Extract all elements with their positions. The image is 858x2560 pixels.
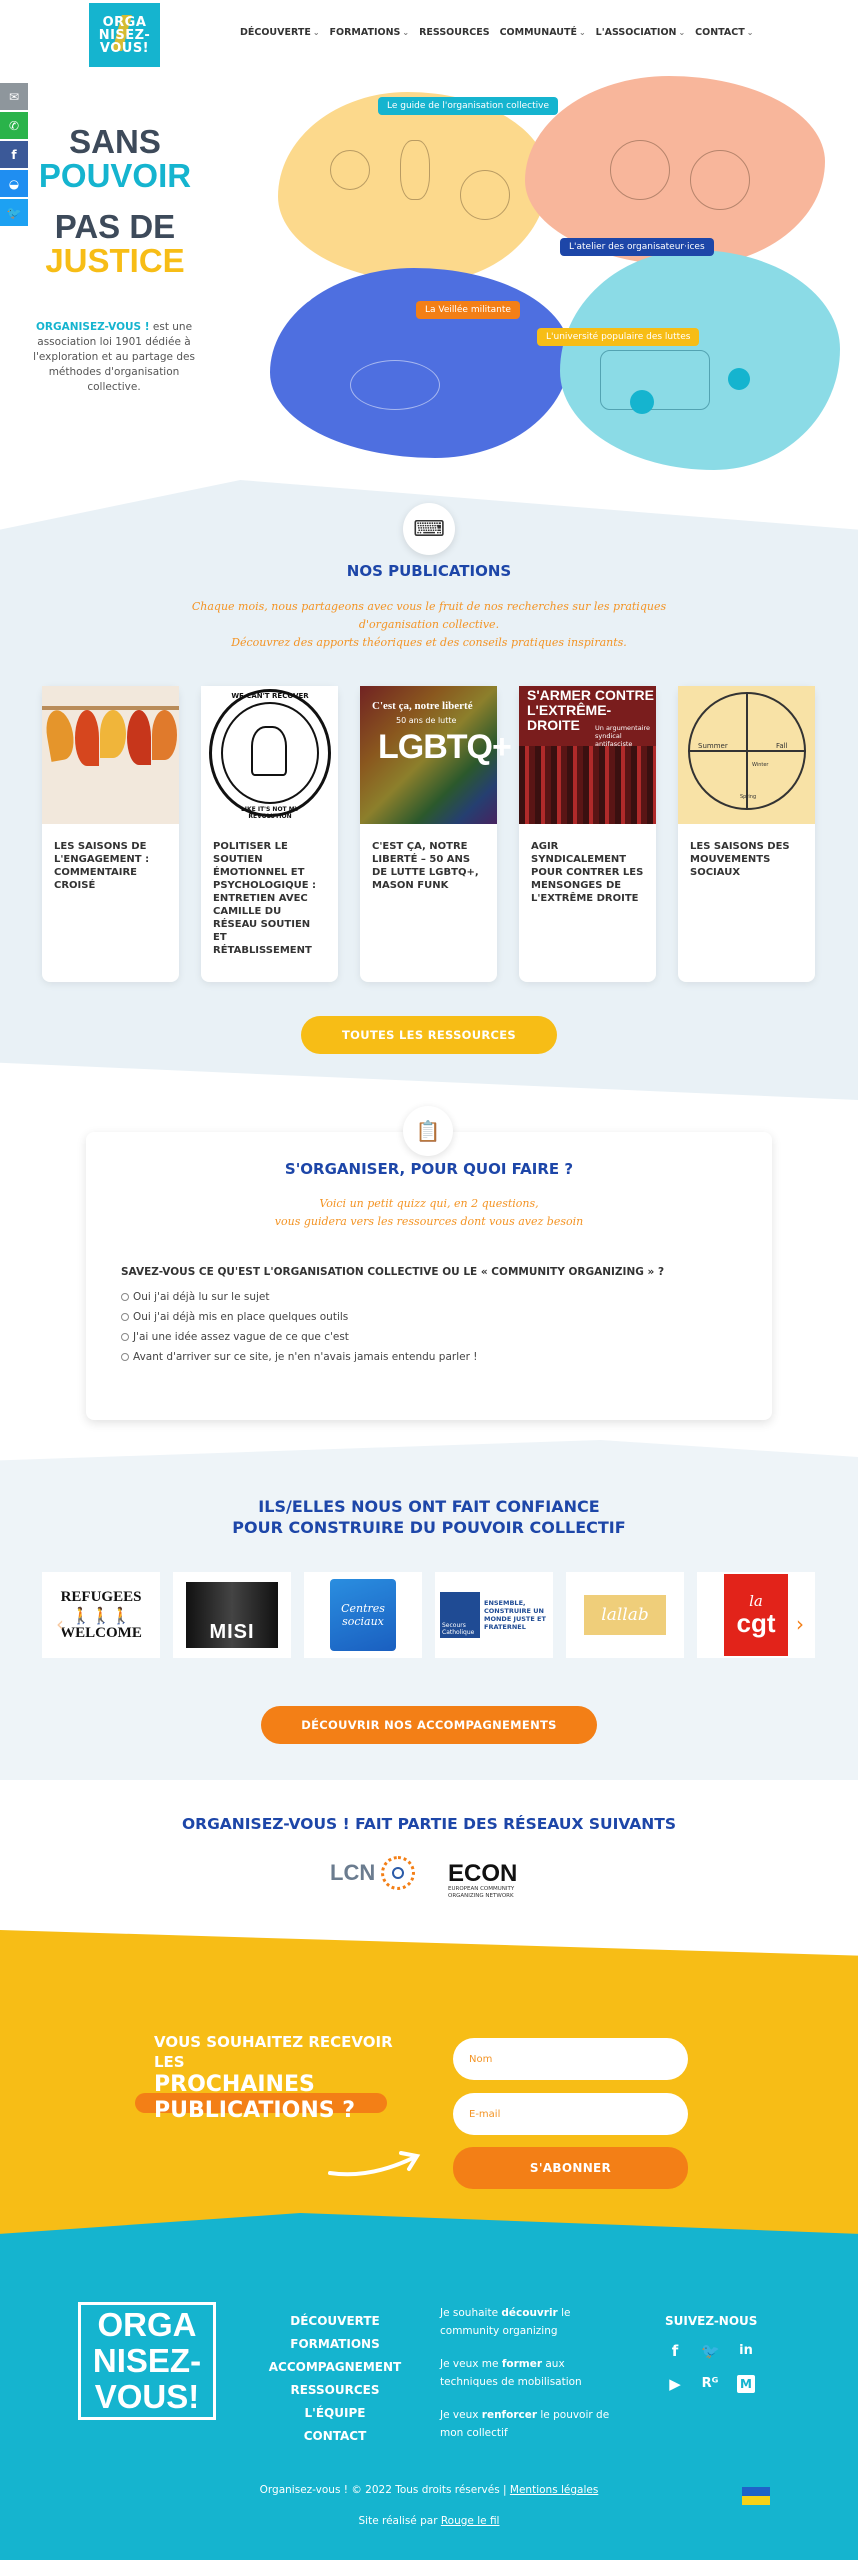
extreme-subtitle: Un argumentaire syndical antifasciste [595, 724, 651, 748]
newsletter-line4: PUBLICATIONS ? [154, 2098, 355, 2123]
publications-intro-line2: Découvrez des apports théoriques et des conseils pratiques inspirants. [231, 636, 627, 649]
logo-line: VOUS! [99, 40, 150, 56]
book-title-text: C'est ça, notre liberté [372, 700, 473, 712]
footer-logo-line: ORGA [97, 2306, 197, 2343]
illustration-figure [330, 150, 370, 190]
nav-label: RESSOURCES [419, 27, 490, 38]
partner-text: la [749, 1591, 763, 1610]
publication-card[interactable] [360, 686, 511, 982]
facebook-share-icon[interactable]: f [0, 141, 28, 168]
newsletter-line3: PROCHAINES [154, 2072, 315, 2097]
season-winter: Winter [752, 762, 769, 768]
email-share-icon[interactable]: ✉ [0, 83, 28, 110]
nav-item-ressources[interactable] [419, 27, 489, 38]
card-image-book [360, 686, 511, 824]
quiz-option-label: Oui j'ai déjà lu sur le sujet [133, 1291, 270, 1303]
typewriter-icon: ⌨ [403, 503, 455, 555]
hero-pill-veillee[interactable]: La Veillée militante [416, 301, 520, 319]
newsletter-email-input[interactable]: E-mail [453, 2093, 688, 2135]
logo-line: ORGA [102, 14, 147, 30]
networks-title: ORGANISEZ-VOUS ! FAIT PARTIE DES RÉSEAUX SUIVANTS [181, 1815, 677, 1833]
footer-link-accompagnement[interactable]: ACCOMPAGNEMENT [268, 2360, 402, 2374]
partner-text: WELCOME [60, 1624, 142, 1641]
linkedin-icon[interactable]: in [739, 2343, 753, 2358]
carousel-next-arrow-icon[interactable]: › [796, 1612, 804, 1636]
nav-item-decouverte[interactable] [240, 27, 320, 38]
quiz-option-label: J'ai une idée assez vague de ce que c'est [133, 1331, 349, 1343]
nav-label: CONTACT [695, 27, 745, 38]
quiz-option[interactable] [121, 1291, 270, 1303]
footer-logo-line: VOUS! [94, 2378, 200, 2415]
quiz-intro-line2: vous guidera vers les ressources dont vous avez besoin [274, 1215, 584, 1228]
hero-desc-text: est une association loi 1901 dédiée à l'exploration et au partage des méthodes d'organisation collective. [33, 321, 195, 393]
hero-pill-universite[interactable]: L'université populaire des luttes [537, 328, 699, 346]
partner-logo-lallab[interactable] [566, 1572, 684, 1658]
footer-text-part: Je souhaite [440, 2307, 502, 2319]
book-subtitle-text: 50 ans de lutte [396, 716, 457, 725]
hero-pill-guide[interactable]: Le guide de l'organisation collective [378, 97, 558, 115]
newsletter-line1: VOUS SOUHAITEZ RECEVOIR [154, 2033, 393, 2051]
footer-text-bold: découvrir [501, 2307, 558, 2319]
campfire-illustration [350, 360, 440, 410]
publications-intro [0, 598, 858, 652]
footer-text-bold: former [501, 2358, 543, 2370]
nav-item-association[interactable] [596, 27, 686, 38]
season-summer: Summer [698, 742, 728, 750]
hero-line-justice: JUSTICE [45, 242, 185, 279]
rouge-le-fil-link[interactable]: Rouge le fil [440, 2515, 500, 2527]
publication-card[interactable] [678, 686, 815, 982]
illustration-dot [630, 390, 654, 414]
hero-description [28, 320, 200, 395]
publications-title: NOS PUBLICATIONS [346, 562, 512, 580]
facebook-icon[interactable]: f [671, 2342, 679, 2360]
newsletter-section [0, 1930, 858, 2250]
chevron-down-icon: ⌄ [402, 28, 410, 37]
logo-line: NISEZ- [98, 27, 151, 43]
chevron-down-icon: ⌄ [578, 28, 586, 37]
researchgate-icon[interactable]: Rᴳ [701, 2376, 719, 2391]
footer-text-part: le community organizing [440, 2307, 571, 2337]
quiz-intro-line1: Voici un petit quizz qui, en 2 questions, [319, 1197, 539, 1210]
card-image-seasons [678, 686, 815, 824]
partners-title-line1: ILS/ELLES NOUS ONT FAIT CONFIANCE [258, 1497, 600, 1516]
publication-card[interactable] [42, 686, 179, 982]
nav-label: COMMUNAUTÉ [499, 27, 577, 38]
extreme-line2: L'EXTRÊME-DROITE [527, 702, 612, 733]
chevron-down-icon: ⌄ [678, 28, 686, 37]
partner-text: MISI [209, 1621, 255, 1643]
partner-text: ENSEMBLE, CONSTRUIRE UN MONDE JUSTE ET FRATERNEL [484, 1599, 546, 1631]
whatsapp-share-icon[interactable]: ✆ [0, 112, 28, 139]
partner-text: lallab [584, 1595, 666, 1635]
radio-button[interactable] [121, 1293, 129, 1301]
radio-button[interactable] [121, 1333, 129, 1341]
hero-pill-atelier[interactable]: L'atelier des organisateur·ices [560, 238, 714, 256]
youtube-icon[interactable]: ▶ [669, 2375, 681, 2393]
footer-logo-line: NISEZ- [92, 2342, 202, 2379]
footer-text-part: Je veux me [440, 2358, 502, 2370]
footer-logo[interactable] [78, 2302, 216, 2420]
legal-link[interactable]: Mentions légales [509, 2484, 599, 2496]
card-image-leaves [42, 686, 179, 824]
nav-item-formations[interactable] [330, 27, 410, 38]
card-title: AGIR SYNDICALEMENT POUR CONTRER LES MENSONGES DE L'EXTRÊME DROITE [531, 841, 644, 904]
card-title: POLITISER LE SOUTIEN ÉMOTIONNEL ET PSYCHOLOGIQUE : ENTRETIEN AVEC CAMILLE DU RÉSEAU SOUTIEN ET RÉTABLISSEMENT [213, 841, 317, 956]
footer-link-decouverte[interactable]: DÉCOUVERTE [290, 2314, 380, 2328]
partner-logo-secours-catholique[interactable] [435, 1572, 553, 1658]
extreme-line1: S'ARMER CONTRE [527, 687, 654, 703]
hero-line-sans: SANS [69, 123, 161, 160]
quiz-option-label: Oui j'ai déjà mis en place quelques outils [133, 1311, 349, 1323]
quiz-intro [0, 1195, 858, 1231]
partner-text: Centres [341, 1602, 385, 1615]
bicycle-wheel-illustration [690, 150, 750, 210]
site-header [0, 0, 858, 80]
card-image-badge [201, 686, 338, 824]
quiz-title: S'ORGANISER, POUR QUOI FAIRE ? [284, 1160, 574, 1178]
season-fall: Fall [776, 742, 788, 750]
ukraine-flag-icon [742, 2487, 770, 2505]
footer-text-bold: renforcer [481, 2409, 538, 2421]
card-title: LES SAISONS DES MOUVEMENTS SOCIAUX [690, 841, 790, 878]
arrow-right-icon [325, 2143, 425, 2183]
radio-button[interactable] [121, 1353, 129, 1361]
messenger-share-icon[interactable]: ◒ [0, 170, 28, 197]
clipboard-icon: 📋 [403, 1106, 453, 1156]
partners-title-line2: POUR CONSTRUIRE DU POUVOIR COLLECTIF [232, 1518, 626, 1537]
lcn-text: LCN [330, 1860, 376, 1885]
bicycle-wheel-illustration [610, 140, 670, 200]
subscribe-button[interactable]: S'ABONNER [453, 2147, 688, 2189]
footer-text-part: aux techniques de mobilisation [440, 2358, 582, 2388]
nav-item-communaute[interactable] [500, 27, 586, 38]
partner-logo-centres-sociaux[interactable] [304, 1572, 422, 1658]
chevron-down-icon: ⌄ [746, 28, 754, 37]
site-logo[interactable] [89, 3, 160, 67]
partner-text: sociaux [342, 1615, 384, 1628]
footer-link-formations[interactable]: FORMATIONS [290, 2337, 380, 2351]
hero-line-pas-de: PAS DE [54, 208, 176, 245]
hero-brand: ORGANISEZ-VOUS ! [35, 321, 150, 333]
nav-label: DÉCOUVERTE [240, 27, 311, 38]
quiz-question: SAVEZ-VOUS CE QU'EST L'ORGANISATION COLLECTIVE OU LE « COMMUNITY ORGANIZING » ? [121, 1266, 665, 1278]
partner-text: cgt [736, 1607, 776, 1638]
twitter-share-icon[interactable]: 🐦 [0, 199, 28, 226]
econ-subtitle: EUROPEAN COMMUNITY ORGANIZING NETWORK [448, 1886, 515, 1899]
illustration-figure [460, 170, 510, 220]
lcn-logo[interactable] [330, 1856, 415, 1890]
hero-line-pouvoir: POUVOIR [38, 157, 192, 194]
follow-us-title: SUIVEZ-NOUS [665, 2314, 758, 2328]
twitter-icon[interactable]: 🐦 [701, 2342, 720, 2360]
main-nav [240, 27, 753, 38]
nav-label: FORMATIONS [329, 27, 401, 38]
season-spring: Spring [740, 794, 757, 800]
footer-text-part: le pouvoir de mon collectif [440, 2409, 610, 2439]
footer-text-discover[interactable] [440, 2304, 615, 2340]
footer-link-contact[interactable]: CONTACT [303, 2429, 367, 2443]
footer-text-train[interactable] [440, 2355, 615, 2391]
quiz-option[interactable] [121, 1351, 477, 1363]
footer-text-strengthen[interactable] [440, 2406, 615, 2442]
quiz-option[interactable] [121, 1331, 349, 1343]
partner-text: Secours Catholique [440, 1592, 480, 1638]
newsletter-line2: LES [154, 2053, 185, 2071]
nav-label: L'ASSOCIATION [595, 27, 677, 38]
card-image-extreme-droite [519, 686, 656, 824]
badge-bottom-text: LIKE IT'S NOT MY REVOLUTION [240, 806, 300, 820]
footer-link-equipe[interactable]: L'ÉQUIPE [304, 2406, 366, 2420]
partner-logo-misi[interactable] [173, 1572, 291, 1658]
van-illustration [600, 350, 710, 410]
refugee-family-icon: 🚶🚶🚶 [71, 1605, 131, 1625]
medium-icon[interactable]: M [737, 2375, 755, 2393]
quiz-option[interactable] [121, 1311, 348, 1323]
publication-card[interactable] [519, 686, 656, 982]
card-title: LES SAISONS DE L'ENGAGEMENT : COMMENTAIRE CROISÉ [54, 841, 150, 891]
copyright-text: Organisez-vous ! © 2022 Tous droits réservés | [259, 2484, 510, 2496]
partner-text: REFUGEES [60, 1588, 142, 1605]
made-by [0, 2515, 858, 2527]
book-big-text: LGBTQ+ [378, 728, 511, 766]
quiz-option-label: Avant d'arriver sur ce site, je n'en n'avais jamais entendu parler ! [133, 1351, 478, 1363]
made-by-text: Site réalisé par [358, 2515, 441, 2527]
econ-text: ECON [448, 1860, 518, 1887]
hero-blob-veillee[interactable] [270, 268, 570, 458]
footer-link-ressources[interactable]: RESSOURCES [290, 2383, 380, 2397]
publication-card[interactable] [201, 686, 338, 982]
radio-button[interactable] [121, 1313, 129, 1321]
all-resources-button[interactable]: TOUTES LES RESSOURCES [301, 1016, 557, 1054]
chevron-down-icon: ⌄ [312, 28, 320, 37]
copyright [0, 2484, 858, 2496]
footer-text-part: Je veux [440, 2409, 482, 2421]
badge-top-text: WE CAN'T RECOVER [231, 692, 309, 700]
discover-support-button[interactable]: DÉCOUVRIR NOS ACCOMPAGNEMENTS [261, 1706, 597, 1744]
econ-logo[interactable] [448, 1862, 528, 1900]
carousel-prev-arrow-icon[interactable]: ‹ [56, 1612, 64, 1636]
illustration-dot [728, 368, 750, 390]
card-title: C'EST ÇA, NOTRE LIBERTÉ – 50 ANS DE LUTTE LGBTQ+, MASON FUNK [372, 841, 479, 891]
publications-intro-line1: Chaque mois, nous partageons avec vous le fruit de nos recherches sur les pratiques d'organisation collective. [191, 600, 667, 631]
nav-item-contact[interactable] [695, 27, 753, 38]
newsletter-name-input[interactable]: Nom [453, 2038, 688, 2080]
moon-icon [300, 290, 312, 302]
illustration-figure [400, 140, 430, 200]
